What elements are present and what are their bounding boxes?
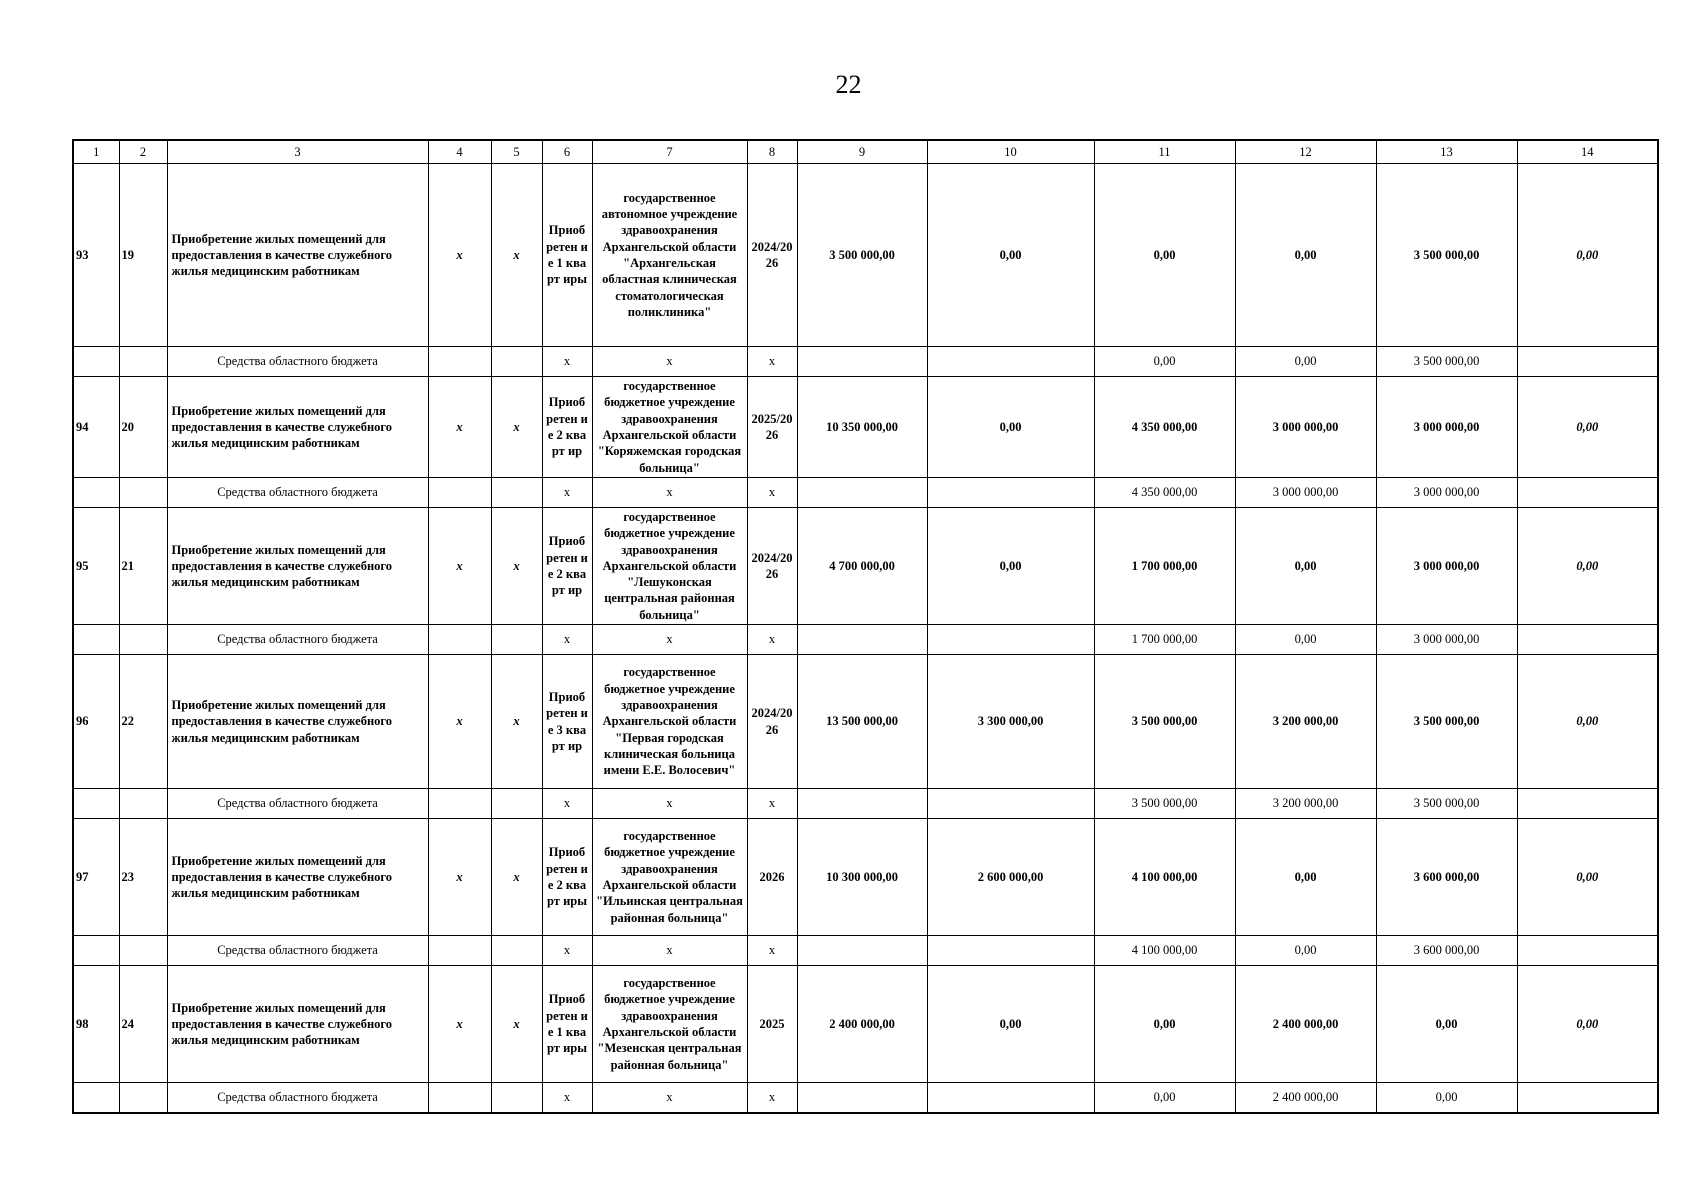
row-subnumber: 21 bbox=[119, 508, 167, 625]
cell-col12: 2 400 000,00 bbox=[1235, 1083, 1376, 1114]
cell-col7-institution: государственное автономное учреждение здравоохранения Архангельской области "Архангельская областная клиническая стоматологическая поликлиника" bbox=[592, 164, 747, 347]
funding-source-name: Средства областного бюджета bbox=[167, 347, 428, 377]
table-row bbox=[73, 164, 1658, 347]
cell-col14 bbox=[1517, 478, 1658, 508]
page-number: 22 bbox=[835, 70, 862, 99]
row-number: 98 bbox=[73, 966, 119, 1083]
cell-col9 bbox=[797, 789, 927, 819]
funding-source-name: Средства областного бюджета bbox=[167, 936, 428, 966]
row-number: 93 bbox=[73, 164, 119, 347]
cell-col7-institution: государственное бюджетное учреждение здравоохранения Архангельской области "Мезенская центральная районная больница" bbox=[592, 966, 747, 1083]
empty-cell bbox=[119, 347, 167, 377]
table-row bbox=[73, 508, 1658, 625]
cell-col4: x bbox=[428, 164, 491, 347]
object-name: Приобретение жилых помещений для предоставления в качестве служебного жилья медицинским работникам bbox=[167, 377, 428, 478]
cell-col8: x bbox=[747, 347, 797, 377]
cell-col10 bbox=[927, 1083, 1094, 1114]
cell-col14 bbox=[1517, 1083, 1658, 1114]
cell-col6-quantity: Приоб ретен ие 1 кварт иры bbox=[542, 164, 592, 347]
cell-col11: 0,00 bbox=[1094, 347, 1235, 377]
cell-col7-institution: государственное бюджетное учреждение здравоохранения Архангельской области "Коряжемская городская больница" bbox=[592, 377, 747, 478]
row-subnumber: 23 bbox=[119, 819, 167, 936]
cell-col13: 3 000 000,00 bbox=[1376, 625, 1517, 655]
table-row bbox=[73, 377, 1658, 478]
cell-col9 bbox=[797, 478, 927, 508]
cell-col13: 3 600 000,00 bbox=[1376, 936, 1517, 966]
cell-col13: 0,00 bbox=[1376, 1083, 1517, 1114]
cell-col6: x bbox=[542, 625, 592, 655]
cell-col6-quantity: Приоб ретен ие 2 кварт ир bbox=[542, 508, 592, 625]
cell-col8-period: 2024/20 26 bbox=[747, 164, 797, 347]
empty-cell bbox=[73, 347, 119, 377]
funding-source-row bbox=[73, 625, 1658, 655]
cell-col9-total: 4 700 000,00 bbox=[797, 508, 927, 625]
cell-col8: x bbox=[747, 1083, 797, 1114]
cell-col4: x bbox=[428, 966, 491, 1083]
cell-col10: 0,00 bbox=[927, 377, 1094, 478]
cell-col9-total: 10 350 000,00 bbox=[797, 377, 927, 478]
cell-col12: 0,00 bbox=[1235, 508, 1376, 625]
cell-col9-total: 3 500 000,00 bbox=[797, 164, 927, 347]
funding-source-name: Средства областного бюджета bbox=[167, 625, 428, 655]
cell-col10: 0,00 bbox=[927, 164, 1094, 347]
cell-col8-period: 2024/20 26 bbox=[747, 508, 797, 625]
cell-col14: 0,00 bbox=[1517, 508, 1658, 625]
empty-cell bbox=[491, 478, 542, 508]
object-name: Приобретение жилых помещений для предоставления в качестве служебного жилья медицинским работникам bbox=[167, 508, 428, 625]
cell-col12: 0,00 bbox=[1235, 625, 1376, 655]
object-name: Приобретение жилых помещений для предоставления в качестве служебного жилья медицинским работникам bbox=[167, 966, 428, 1083]
empty-cell bbox=[428, 347, 491, 377]
budget-table bbox=[72, 139, 1659, 1114]
cell-col12: 0,00 bbox=[1235, 936, 1376, 966]
empty-cell bbox=[119, 478, 167, 508]
cell-col7-institution: государственное бюджетное учреждение здравоохранения Архангельской области "Лешуконская центральная районная больница" bbox=[592, 508, 747, 625]
row-subnumber: 22 bbox=[119, 655, 167, 789]
cell-col8: x bbox=[747, 936, 797, 966]
cell-col8: x bbox=[747, 478, 797, 508]
cell-col9 bbox=[797, 936, 927, 966]
empty-cell bbox=[491, 789, 542, 819]
empty-cell bbox=[428, 789, 491, 819]
cell-col10 bbox=[927, 478, 1094, 508]
cell-col13: 3 000 000,00 bbox=[1376, 377, 1517, 478]
cell-col12: 3 200 000,00 bbox=[1235, 655, 1376, 789]
row-number: 95 bbox=[73, 508, 119, 625]
cell-col8: x bbox=[747, 789, 797, 819]
cell-col12: 3 000 000,00 bbox=[1235, 478, 1376, 508]
cell-col9-total: 13 500 000,00 bbox=[797, 655, 927, 789]
cell-col11: 0,00 bbox=[1094, 966, 1235, 1083]
column-header: 8 bbox=[747, 140, 797, 164]
cell-col14: 0,00 bbox=[1517, 966, 1658, 1083]
cell-col13: 0,00 bbox=[1376, 966, 1517, 1083]
funding-source-row bbox=[73, 789, 1658, 819]
empty-cell bbox=[428, 1083, 491, 1114]
cell-col14: 0,00 bbox=[1517, 164, 1658, 347]
column-number-row bbox=[73, 140, 1658, 164]
cell-col12: 0,00 bbox=[1235, 347, 1376, 377]
cell-col12: 3 000 000,00 bbox=[1235, 377, 1376, 478]
cell-col5: x bbox=[491, 966, 542, 1083]
cell-col12: 0,00 bbox=[1235, 164, 1376, 347]
empty-cell bbox=[73, 936, 119, 966]
cell-col11: 4 100 000,00 bbox=[1094, 936, 1235, 966]
cell-col13: 3 500 000,00 bbox=[1376, 347, 1517, 377]
cell-col13: 3 600 000,00 bbox=[1376, 819, 1517, 936]
cell-col9 bbox=[797, 347, 927, 377]
cell-col10 bbox=[927, 347, 1094, 377]
cell-col13: 3 500 000,00 bbox=[1376, 789, 1517, 819]
cell-col11: 4 350 000,00 bbox=[1094, 478, 1235, 508]
cell-col11: 4 100 000,00 bbox=[1094, 819, 1235, 936]
cell-col6: x bbox=[542, 478, 592, 508]
row-subnumber: 19 bbox=[119, 164, 167, 347]
cell-col7: x bbox=[592, 347, 747, 377]
object-name: Приобретение жилых помещений для предоставления в качестве служебного жилья медицинским работникам bbox=[167, 819, 428, 936]
column-header: 4 bbox=[428, 140, 491, 164]
cell-col6-quantity: Приоб ретен ие 1 кварт иры bbox=[542, 966, 592, 1083]
column-header: 6 bbox=[542, 140, 592, 164]
empty-cell bbox=[428, 936, 491, 966]
cell-col8: x bbox=[747, 625, 797, 655]
cell-col9 bbox=[797, 1083, 927, 1114]
column-header: 14 bbox=[1517, 140, 1658, 164]
cell-col6: x bbox=[542, 347, 592, 377]
column-header: 9 bbox=[797, 140, 927, 164]
cell-col14 bbox=[1517, 936, 1658, 966]
cell-col11: 3 500 000,00 bbox=[1094, 789, 1235, 819]
cell-col14: 0,00 bbox=[1517, 377, 1658, 478]
empty-cell bbox=[491, 936, 542, 966]
object-name: Приобретение жилых помещений для предоставления в качестве служебного жилья медицинским работникам bbox=[167, 655, 428, 789]
cell-col14: 0,00 bbox=[1517, 655, 1658, 789]
cell-col11: 0,00 bbox=[1094, 1083, 1235, 1114]
cell-col11: 1 700 000,00 bbox=[1094, 508, 1235, 625]
empty-cell bbox=[119, 1083, 167, 1114]
cell-col4: x bbox=[428, 819, 491, 936]
cell-col12: 3 200 000,00 bbox=[1235, 789, 1376, 819]
row-number: 96 bbox=[73, 655, 119, 789]
empty-cell bbox=[119, 625, 167, 655]
cell-col10: 2 600 000,00 bbox=[927, 819, 1094, 936]
cell-col11: 0,00 bbox=[1094, 164, 1235, 347]
cell-col4: x bbox=[428, 508, 491, 625]
cell-col14 bbox=[1517, 347, 1658, 377]
empty-cell bbox=[491, 1083, 542, 1114]
column-header: 7 bbox=[592, 140, 747, 164]
cell-col8-period: 2024/20 26 bbox=[747, 655, 797, 789]
cell-col11: 1 700 000,00 bbox=[1094, 625, 1235, 655]
cell-col10: 0,00 bbox=[927, 966, 1094, 1083]
cell-col10: 0,00 bbox=[927, 508, 1094, 625]
cell-col4: x bbox=[428, 655, 491, 789]
cell-col4: x bbox=[428, 377, 491, 478]
column-header: 12 bbox=[1235, 140, 1376, 164]
cell-col13: 3 500 000,00 bbox=[1376, 655, 1517, 789]
funding-source-row bbox=[73, 936, 1658, 966]
cell-col8-period: 2025 bbox=[747, 966, 797, 1083]
cell-col6-quantity: Приоб ретен ие 2 кварт ир bbox=[542, 377, 592, 478]
cell-col5: x bbox=[491, 819, 542, 936]
table-row bbox=[73, 966, 1658, 1083]
row-number: 94 bbox=[73, 377, 119, 478]
empty-cell bbox=[428, 478, 491, 508]
cell-col14: 0,00 bbox=[1517, 819, 1658, 936]
column-header: 11 bbox=[1094, 140, 1235, 164]
column-header: 2 bbox=[119, 140, 167, 164]
funding-source-row bbox=[73, 1083, 1658, 1114]
cell-col8-period: 2025/20 26 bbox=[747, 377, 797, 478]
cell-col13: 3 000 000,00 bbox=[1376, 508, 1517, 625]
cell-col6: x bbox=[542, 789, 592, 819]
table-row bbox=[73, 655, 1658, 789]
funding-source-row bbox=[73, 478, 1658, 508]
cell-col7: x bbox=[592, 789, 747, 819]
column-header: 5 bbox=[491, 140, 542, 164]
cell-col14 bbox=[1517, 789, 1658, 819]
cell-col5: x bbox=[491, 655, 542, 789]
column-header: 3 bbox=[167, 140, 428, 164]
empty-cell bbox=[73, 478, 119, 508]
object-name: Приобретение жилых помещений для предоставления в качестве служебного жилья медицинским работникам bbox=[167, 164, 428, 347]
empty-cell bbox=[73, 625, 119, 655]
cell-col9 bbox=[797, 625, 927, 655]
cell-col7: x bbox=[592, 625, 747, 655]
cell-col12: 2 400 000,00 bbox=[1235, 966, 1376, 1083]
empty-cell bbox=[119, 789, 167, 819]
cell-col10: 3 300 000,00 bbox=[927, 655, 1094, 789]
column-header: 10 bbox=[927, 140, 1094, 164]
cell-col9-total: 10 300 000,00 bbox=[797, 819, 927, 936]
empty-cell bbox=[491, 625, 542, 655]
cell-col13: 3 500 000,00 bbox=[1376, 164, 1517, 347]
cell-col10 bbox=[927, 789, 1094, 819]
cell-col7: x bbox=[592, 478, 747, 508]
empty-cell bbox=[119, 936, 167, 966]
row-subnumber: 24 bbox=[119, 966, 167, 1083]
cell-col8-period: 2026 bbox=[747, 819, 797, 936]
cell-col13: 3 000 000,00 bbox=[1376, 478, 1517, 508]
empty-cell bbox=[73, 1083, 119, 1114]
table-row bbox=[73, 819, 1658, 936]
empty-cell bbox=[73, 789, 119, 819]
cell-col7: x bbox=[592, 1083, 747, 1114]
funding-source-name: Средства областного бюджета bbox=[167, 478, 428, 508]
column-header: 1 bbox=[73, 140, 119, 164]
cell-col12: 0,00 bbox=[1235, 819, 1376, 936]
funding-source-row bbox=[73, 347, 1658, 377]
cell-col5: x bbox=[491, 508, 542, 625]
cell-col10 bbox=[927, 625, 1094, 655]
funding-source-name: Средства областного бюджета bbox=[167, 789, 428, 819]
cell-col6-quantity: Приоб ретен ие 3 кварт ир bbox=[542, 655, 592, 789]
empty-cell bbox=[491, 347, 542, 377]
cell-col9-total: 2 400 000,00 bbox=[797, 966, 927, 1083]
cell-col7: x bbox=[592, 936, 747, 966]
cell-col14 bbox=[1517, 625, 1658, 655]
cell-col5: x bbox=[491, 377, 542, 478]
cell-col11: 4 350 000,00 bbox=[1094, 377, 1235, 478]
cell-col7-institution: государственное бюджетное учреждение здравоохранения Архангельской области "Первая городская клиническая больница имени Е.Е. Волосевич" bbox=[592, 655, 747, 789]
row-subnumber: 20 bbox=[119, 377, 167, 478]
cell-col6: x bbox=[542, 936, 592, 966]
column-header: 13 bbox=[1376, 140, 1517, 164]
cell-col5: x bbox=[491, 164, 542, 347]
cell-col10 bbox=[927, 936, 1094, 966]
cell-col11: 3 500 000,00 bbox=[1094, 655, 1235, 789]
cell-col6-quantity: Приоб ретен ие 2 кварт иры bbox=[542, 819, 592, 936]
funding-source-name: Средства областного бюджета bbox=[167, 1083, 428, 1114]
cell-col6: x bbox=[542, 1083, 592, 1114]
cell-col7-institution: государственное бюджетное учреждение здравоохранения Архангельской области "Ильинская центральная районная больница" bbox=[592, 819, 747, 936]
empty-cell bbox=[428, 625, 491, 655]
row-number: 97 bbox=[73, 819, 119, 936]
